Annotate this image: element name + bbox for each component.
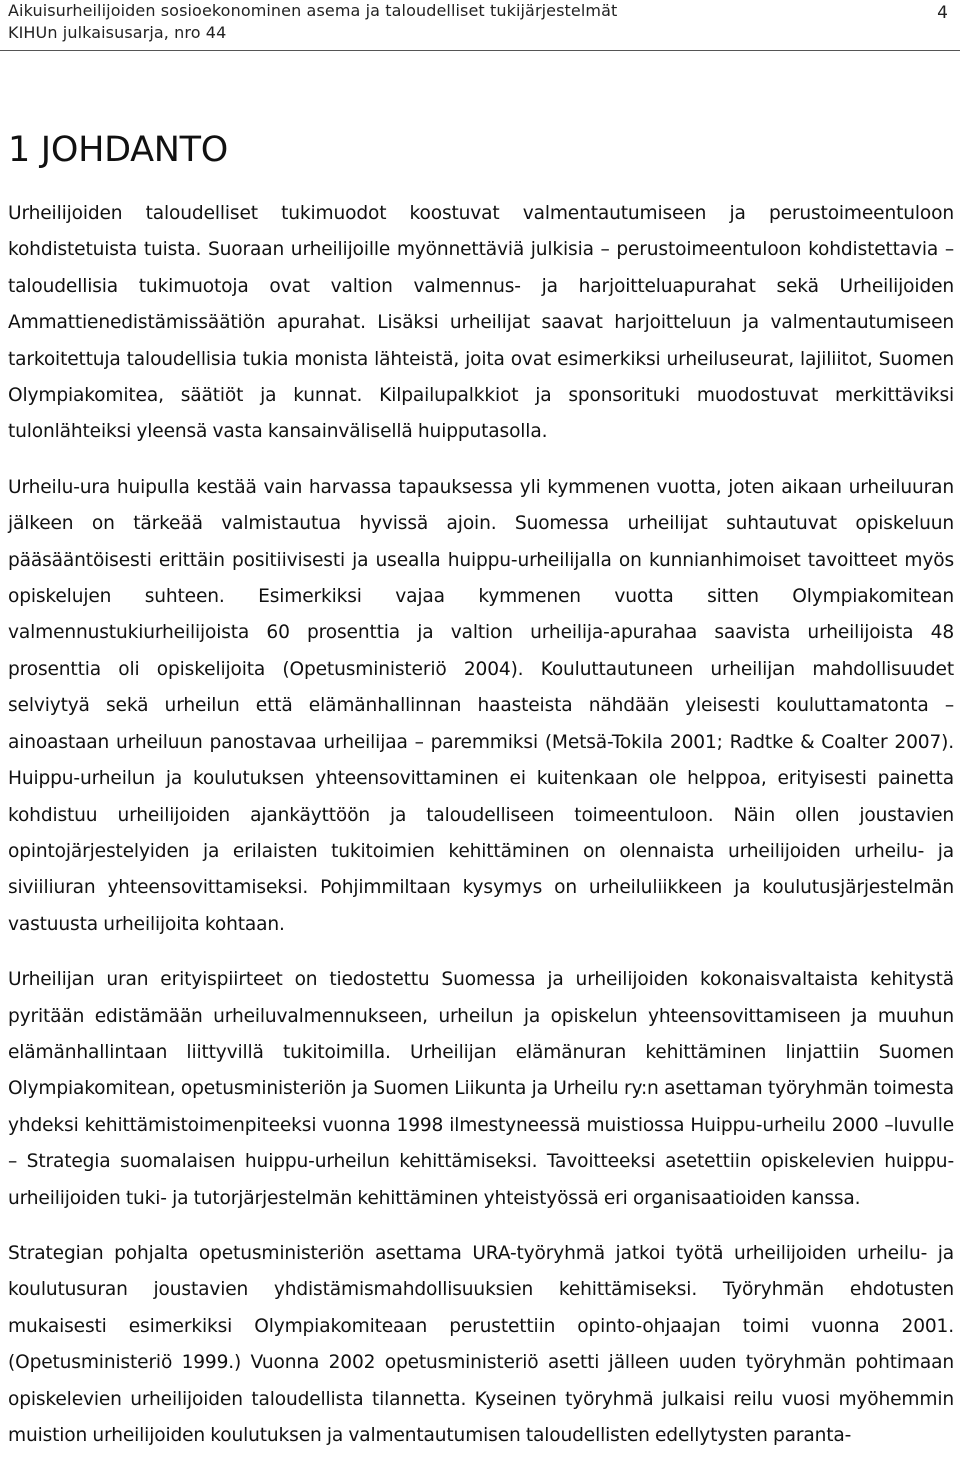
header-title: Aikuisurheilijoiden sosioekonominen asema ja taloudelliset tukijärjestelmät [8,1,618,20]
page-number: 4 [937,3,948,23]
paragraph-3: Urheilijan uran erityispiirteet on tiedostettu Suomessa ja urheilijoiden kokonaisvaltaista kehitystä pyritään edistämään urheiluvalmennukseen, urheilun ja opiskelun yhteensovittamiseen ja muuhun elämänhallintaan liittyvillä tukitoimilla. Urheilijan elämänuran kehittäminen linjattiin Suomen Olympiakomitean, opetusministeriön ja Suomen Liikunta ja Urheilu ry:n asettaman työryhmän toimesta yhdeksi kehittämistoimenpiteeksi vuonna 1998 ilmestyneessä muistiossa Huippu-urheilu 2000 –luvulle – Strategia suomalaisen huippu-urheilun kehittämiseksi. Tavoitteeksi asetettiin opiskelevien huippu-urheilijoiden tuki- ja tutorjärjestelmän kehittäminen yhteistyössä eri organisaatioiden kanssa. [8,969,954,1209]
running-header [8,0,952,44]
paragraph-2: Urheilu-ura huipulla kestää vain harvassa tapauksessa yli kymmenen vuotta, joten aikaan urheiluuran jälkeen on tärkeää valmistautua hyvissä ajoin. Suomessa urheilijat suhtautuvat opiskeluun pääsääntöisesti erittäin positiivisesti ja usealla huippu-urheilijalla on kunnianhimoiset tavoitteet myös opiskelujen suhteen. Esimerkiksi vajaa kymmenen vuotta sitten Olympiakomitean valmennustukiurheilijoista 60 prosenttia ja valtion urheilija-apurahaa saavista urheilijoista 48 prosenttia oli opiskelijoita (Opetusministeriö 2004). Kouluttautuneen urheilijan mahdollisuudet selviytyä sekä urheilun että elämänhallinnan haasteista nähdään yleisesti kouluttamatonta – ainoastaan urheiluun panostavaa urheilijaa – paremmiksi (Metsä-Tokila 2001; Radtke & Coalter 2007). Huippu-urheilun ja koulutuksen yhteensovittaminen ei kuitenkaan ole helppoa, erityisesti painetta kohdistuu urheilijoiden ajankäyttöön ja taloudelliseen toimeentuloon. Näin ollen joustavien opintojärjestelyiden ja erilaisten tukitoimien kehittäminen on olennaista urheilijoiden urheilu- ja siviiliuran yhteensovittamiseksi. Pohjimmiltaan kysymys on urheiluliikkeen ja koulutusjärjestelmän vastuusta urheilijoita kohtaan. [8,476,954,935]
body-text [8,196,954,1473]
header-divider [0,50,960,51]
header-series: KIHUn julkaisusarja, nro 44 [8,23,227,42]
paragraph-4: Strategian pohjalta opetusministeriön asettama URA-työryhmä jatkoi työtä urheilijoiden urheilu- ja koulutusuran joustavien yhdistämismahdollisuuksien kehittämiseksi. Työryhmän ehdotusten mukaisesti esimerkiksi Olympiakomiteaan perustettiin opinto-ohjaajan toimi vuonna 2001. (Opetusministeriö 1999.) Vuonna 2002 opetusministeriö asetti jälleen uuden työryhmän pohtimaan opiskelevien urheilijoiden taloudellista tilannetta. Kyseinen työryhmä julkaisi reilu vuosi myöhemmin muistion urheilijoiden koulutuksen ja valmentautumisen taloudellisten edellytysten paranta- [8,1242,954,1446]
chapter-heading: 1 JOHDANTO [8,130,228,170]
paragraph-1: Urheilijoiden taloudelliset tukimuodot koostuvat valmentautumiseen ja perustoimeentuloon kohdistetuista tuista. Suoraan urheilijoille myönnettäviä julkisia – perustoimeentuloon kohdistettavia – taloudellisia tukimuotoja ovat valtion valmennus- ja harjoitteluapurahat sekä Urheilijoiden Ammattienedistämissäätiön apurahat. Lisäksi urheilijat saavat harjoitteluun ja valmentautumiseen tarkoitettuja taloudellisia tukia monista lähteistä, joita ovat esimerkiksi urheiluseurat, lajiliitot, Suomen Olympiakomitea, säätiöt ja kunnat. Kilpailupalkkiot ja sponsorituki muodostuvat merkittäviksi tulonlähteiksi yleensä vasta kansainvälisellä huipputasolla. [8,203,954,443]
